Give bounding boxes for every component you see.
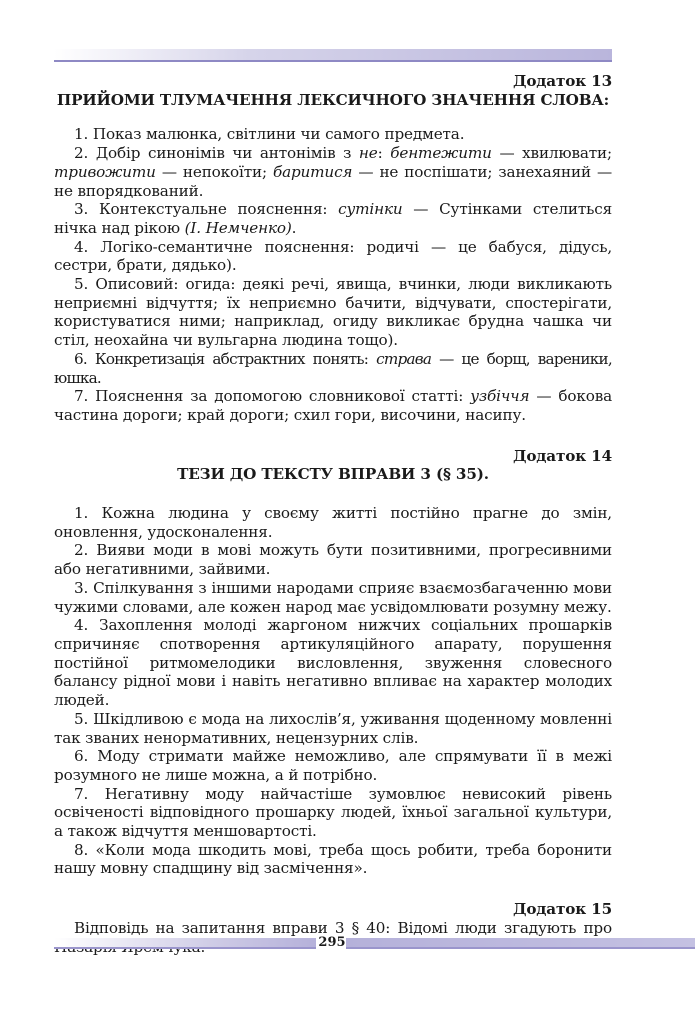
appendix-14-title: ТЕЗИ ДО ТЕКСТУ ВПРАВИ 3 (§ 35). — [177, 465, 489, 484]
list-item: 6. Моду стримати майже неможливо, але спрямувати її в межі розумного не лише можна, а й потрібно. — [54, 747, 612, 784]
list-item: 3. Спілкування з іншими народами сприяє взаємозбагаченню мови чужими словами, але кожен народ має усвідомлювати розумну межу. — [54, 578, 612, 616]
appendix-13-title: ПРИЙОМИ ТЛУМАЧЕННЯ ЛЕКСИЧНОГО ЗНАЧЕННЯ СЛОВА: — [56, 90, 610, 109]
list-item: 7. Пояснення за допомогою словникової статті: узбіччя — бокова частина дороги; край дороги; схил гори, височини, насипу. — [54, 387, 612, 424]
appendix-14-label: Додаток 14 — [512, 446, 612, 465]
page-content — [54, 72, 612, 956]
list-item: 8. «Коли мода шкодить мові, треба щось робити, треба боронити нашу мовну спадщину від засмічення». — [54, 840, 612, 878]
list-item: 1. Показ малюнка, світлини чи самого предмета. — [74, 125, 465, 144]
appendix-15-text: Відповідь на запитання вправи 3 § 40: Відомі люди згадують про — [74, 918, 612, 937]
list-item: 5. Описовий: огида: деякі речі, явища, вчинки, люди викликають неприємні відчуття; їх неприємно бачити, відчувати, спостерігати, користуватися ними; наприклад, огиду викликає брудна чашка чи стіл, неохайна чи вульгарна людина тощо). — [54, 275, 612, 350]
footer-decorative-rule-right — [346, 938, 695, 949]
footer-decorative-rule-left — [54, 938, 316, 949]
page-footer — [54, 936, 695, 950]
list-item: 3. Контекстуальне пояснення: сутінки — Сутінками стелиться нічка над рікою (І. Немченко). — [54, 200, 612, 237]
list-item: 7. Негативну моду найчастіше зумовлює невисокий рівень освіченості відповідного прошарку людей, їхньої загальної культури, а також відчуття меншовартості. — [54, 784, 612, 841]
header-decorative-rule — [54, 49, 612, 62]
appendix-13-list — [54, 125, 612, 424]
appendix-13-label: Додаток 13 — [512, 72, 612, 90]
list-item: 4. Захоплення молоді жаргоном нижчих соціальних прошарків спричиняє спотворення артикуляційного апарату, порушення постійної ритмомелодики висловлення, звуження словесного балансу рідної мови і навіть негативно впливає на характер молодих людей. — [54, 616, 612, 710]
list-item: 5. Шкідливою є мода на лихослів’я, уживання щоденному мовленні так званих ненормативних, нецензурних слів. — [54, 709, 612, 747]
list-item: 1. Кожна людина у своєму житті постійно прагне до змін, оновлення, удосконалення. — [54, 504, 612, 541]
list-item: 4. Логіко-семантичне пояснення: родичі — це бабуся, дідусь, сестри, брати, дядько). — [54, 237, 612, 275]
appendix-15-label: Додаток 15 — [512, 900, 612, 919]
list-item: 2. Добір синонімів чи антонімів з не: бентежити — хвилювати; тривожити — непокоїти; баритися — не поспішати; занехаяний — не впорядкований. — [54, 144, 612, 200]
list-item: 2. Вияви моди в мові можуть бути позитивними, прогресивними або негативними, зайвими. — [54, 541, 612, 579]
appendix-14-list — [54, 504, 612, 878]
list-item: 6. Конкретизація абстрактних понять: страва — це борщ, вареники, юшка. — [54, 349, 612, 387]
page-number: 295 — [318, 935, 346, 950]
